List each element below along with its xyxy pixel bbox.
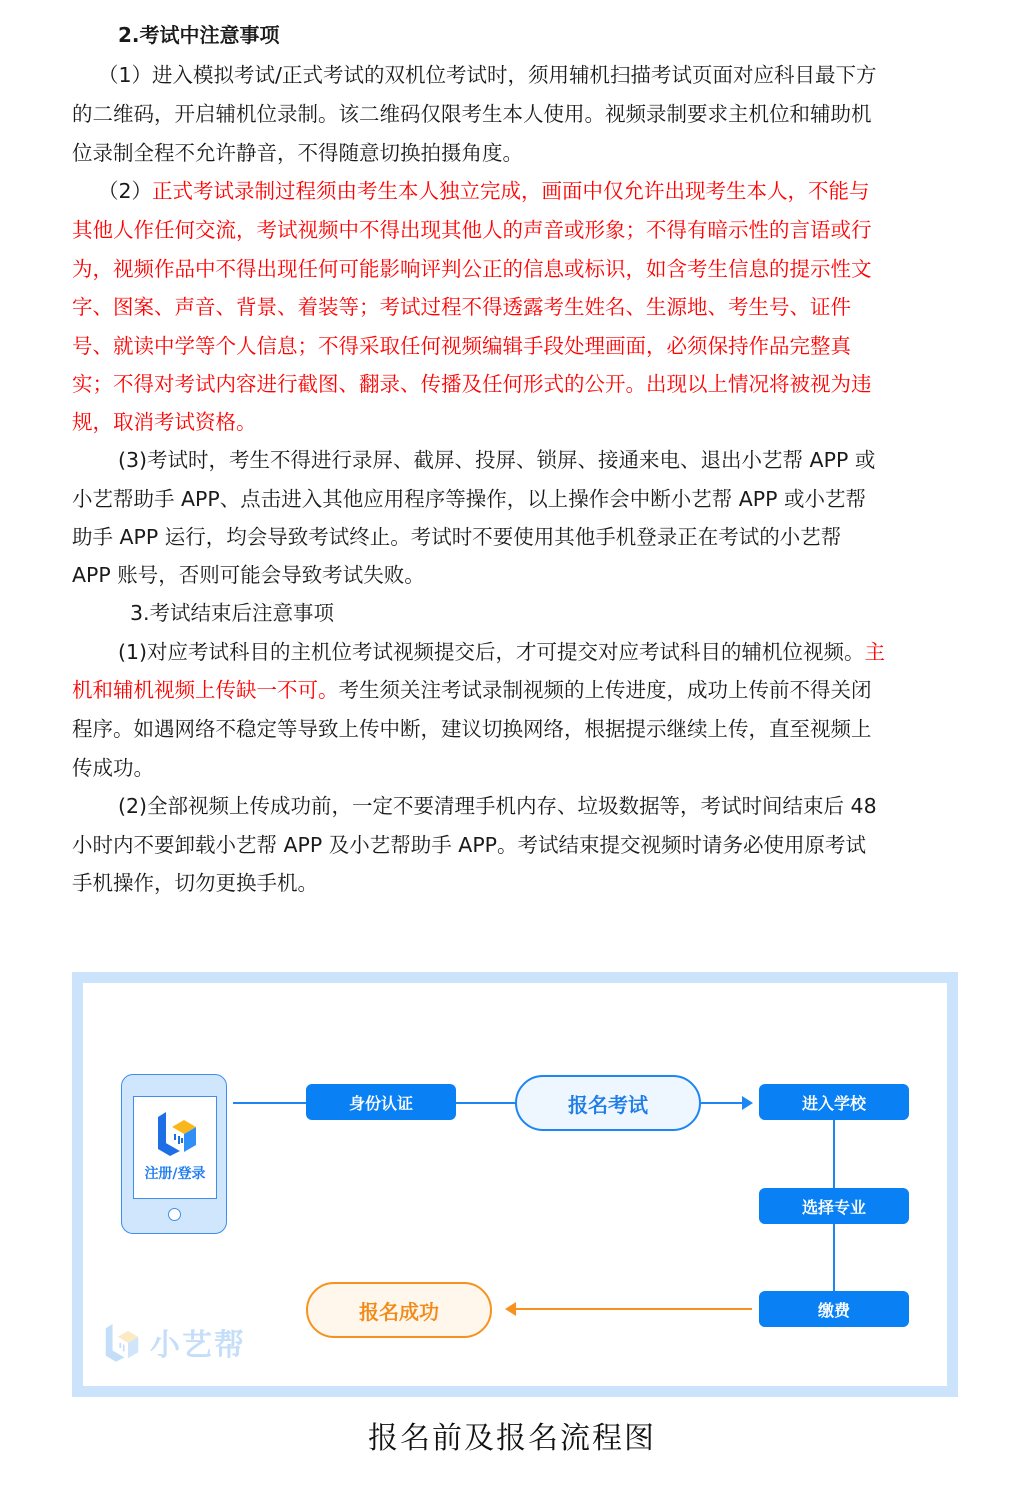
- warning-text: 正式考试录制过程须由考生本人独立完成，画面中仅允许出现考生本人，不能与: [152, 179, 870, 203]
- paragraph-line: 的二维码，开启辅机位录制。该二维码仅限考生本人使用。视频录制要求主机位和辅助机: [72, 102, 872, 126]
- paragraph-line: 程序。如遇网络不稳定等导致上传中断，建议切换网络，根据提示继续上传，直至视频上: [72, 717, 872, 741]
- paragraph-line: 助手 APP 运行，均会导致考试终止。考试时不要使用其他手机登录正在考试的小艺帮: [72, 525, 842, 549]
- register-login-label: 注册/登录: [144, 1166, 206, 1182]
- warning-text: 主: [864, 640, 886, 664]
- paragraph-line: 小艺帮助手 APP、点击进入其他应用程序等操作，以上操作会中断小艺帮 APP 或小艺帮: [72, 487, 867, 511]
- connector-line: [701, 1102, 743, 1104]
- paragraph-line: （1）进入模拟考试/正式考试的双机位考试时，须用辅机扫描考试页面对应科目最下方: [98, 63, 877, 87]
- item-number: （2）: [98, 179, 153, 203]
- paragraph-text: 考生须关注考试录制视频的上传进度，成功上传前不得关闭: [338, 678, 872, 702]
- phone-illustration: [121, 1074, 227, 1234]
- step-select-major: 选择专业: [759, 1188, 909, 1224]
- section-heading: 2.考试中注意事项: [118, 23, 280, 47]
- step-registration-success: 报名成功: [306, 1282, 492, 1338]
- paragraph-line: [118, 633, 1008, 672]
- xiaoyibang-watermark-logo-icon: [104, 1321, 140, 1363]
- paragraph-line: APP 账号，否则可能会导致考试失败。: [72, 563, 425, 587]
- connector-line: [516, 1308, 752, 1310]
- watermark-text: 小艺帮: [150, 1328, 246, 1363]
- arrow-right-icon: [742, 1096, 753, 1110]
- warning-line: 字、图案、声音、背景、着装等；考试过程不得透露考生姓名、生源地、考生号、证件: [72, 295, 851, 319]
- arrow-left-icon: [505, 1302, 516, 1316]
- paragraph-line: 传成功。: [72, 756, 154, 780]
- warning-line: 为，视频作品中不得出现任何可能影响评判公正的信息或标识，如含考生信息的提示性文: [72, 257, 872, 281]
- paragraph-text: (1)对应考试科目的主机位考试视频提交后，才可提交对应考试科目的辅机位视频。: [118, 640, 865, 664]
- xiaoyibang-logo-icon: [156, 1109, 198, 1157]
- connector-line: [233, 1102, 307, 1104]
- step-pay: 缴费: [759, 1291, 909, 1327]
- warning-line: 实；不得对考试内容进行截图、翻录、传播及任何形式的公开。出现以上情况将被视为违: [72, 372, 872, 396]
- watermark: [104, 1320, 246, 1364]
- paragraph-line: 手机操作，切勿更换手机。: [72, 871, 318, 895]
- figure-caption: 报名前及报名流程图: [368, 1421, 656, 1456]
- step-identity-verification: 身份认证: [306, 1084, 456, 1120]
- connector-line: [833, 1120, 835, 1188]
- connector-line: [456, 1102, 516, 1104]
- paragraph-line: 小时内不要卸载小艺帮 APP 及小艺帮助手 APP。考试结束提交视频时请务必使用原考试: [72, 833, 867, 857]
- section-heading: 3.考试结束后注意事项: [130, 601, 335, 625]
- paragraph-line: [98, 172, 988, 211]
- phone-screen: [133, 1096, 217, 1199]
- step-enter-school: 进入学校: [759, 1084, 909, 1120]
- warning-line: 规，取消考试资格。: [72, 410, 257, 434]
- paragraph-line: (3)考试时，考生不得进行录屏、截屏、投屏、锁屏、接通来电、退出小艺帮 APP 或: [118, 448, 876, 472]
- paragraph-line: 位录制全程不允许静音，不得随意切换拍摄角度。: [72, 141, 523, 165]
- paragraph-line: [72, 671, 962, 710]
- connector-line: [833, 1224, 835, 1292]
- home-button-icon: [168, 1208, 181, 1221]
- warning-line: 号、就读中学等个人信息；不得采取任何视频编辑手段处理画面，必须保持作品完整真: [72, 334, 851, 358]
- warning-line: 其他人作任何交流，考试视频中不得出现其他人的声音或形象；不得有暗示性的言语或行: [72, 218, 872, 242]
- warning-text: 机和辅机视频上传缺一不可。: [72, 678, 339, 702]
- paragraph-line: (2)全部视频上传成功前，一定不要清理手机内存、垃圾数据等，考试时间结束后 48: [118, 794, 877, 818]
- step-register-exam: 报名考试: [515, 1075, 701, 1131]
